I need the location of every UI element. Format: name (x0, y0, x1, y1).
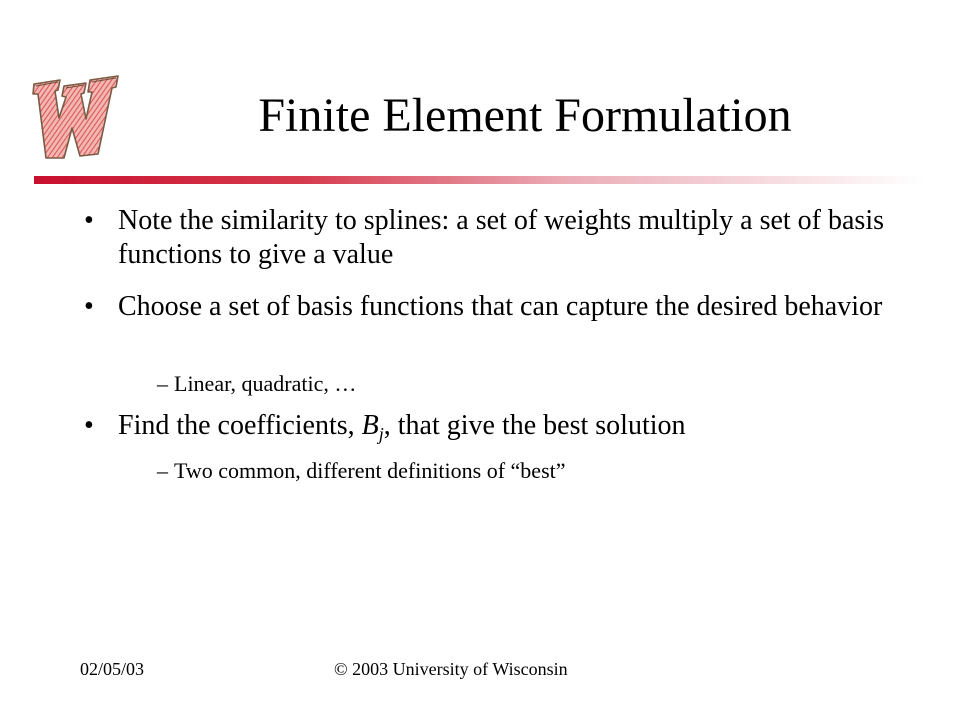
footer-date: 02/05/03 (80, 659, 145, 679)
sub-bullet-item-3-1 (157, 458, 897, 484)
bullet-marker: • (84, 291, 94, 322)
bullet-text-after: , that give the best solution (383, 410, 686, 441)
bullet-marker: • (84, 205, 94, 236)
sub-bullet-text: Two common, different definitions of “best” (174, 458, 566, 483)
coefficient-subscript: j (378, 424, 384, 444)
slide-title: Finite Element Formulation (258, 89, 792, 142)
bullet-text: Note the similarity to splines: a set of weights multiply a set of basis functions to give a value (118, 205, 885, 270)
bullet-item-2 (84, 290, 898, 324)
title-divider (34, 176, 924, 184)
bullet-marker: • (84, 410, 94, 441)
sub-bullet-marker: – (157, 371, 168, 396)
footer-copyright: © 2003 University of Wisconsin (334, 659, 568, 679)
bullet-text-before: Find the coefficients, (118, 410, 362, 441)
sub-bullet-text: Linear, quadratic, … (174, 371, 357, 396)
bullet-item-1 (84, 204, 898, 272)
coefficient-symbol: B (361, 410, 379, 441)
sub-bullet-marker: – (157, 458, 168, 483)
wisconsin-w-logo-icon (28, 66, 128, 166)
bullet-item-3 (84, 409, 898, 444)
bullet-text: Choose a set of basis functions that can capture the desired behavior (118, 291, 883, 322)
sub-bullet-item-2-1 (157, 371, 897, 397)
